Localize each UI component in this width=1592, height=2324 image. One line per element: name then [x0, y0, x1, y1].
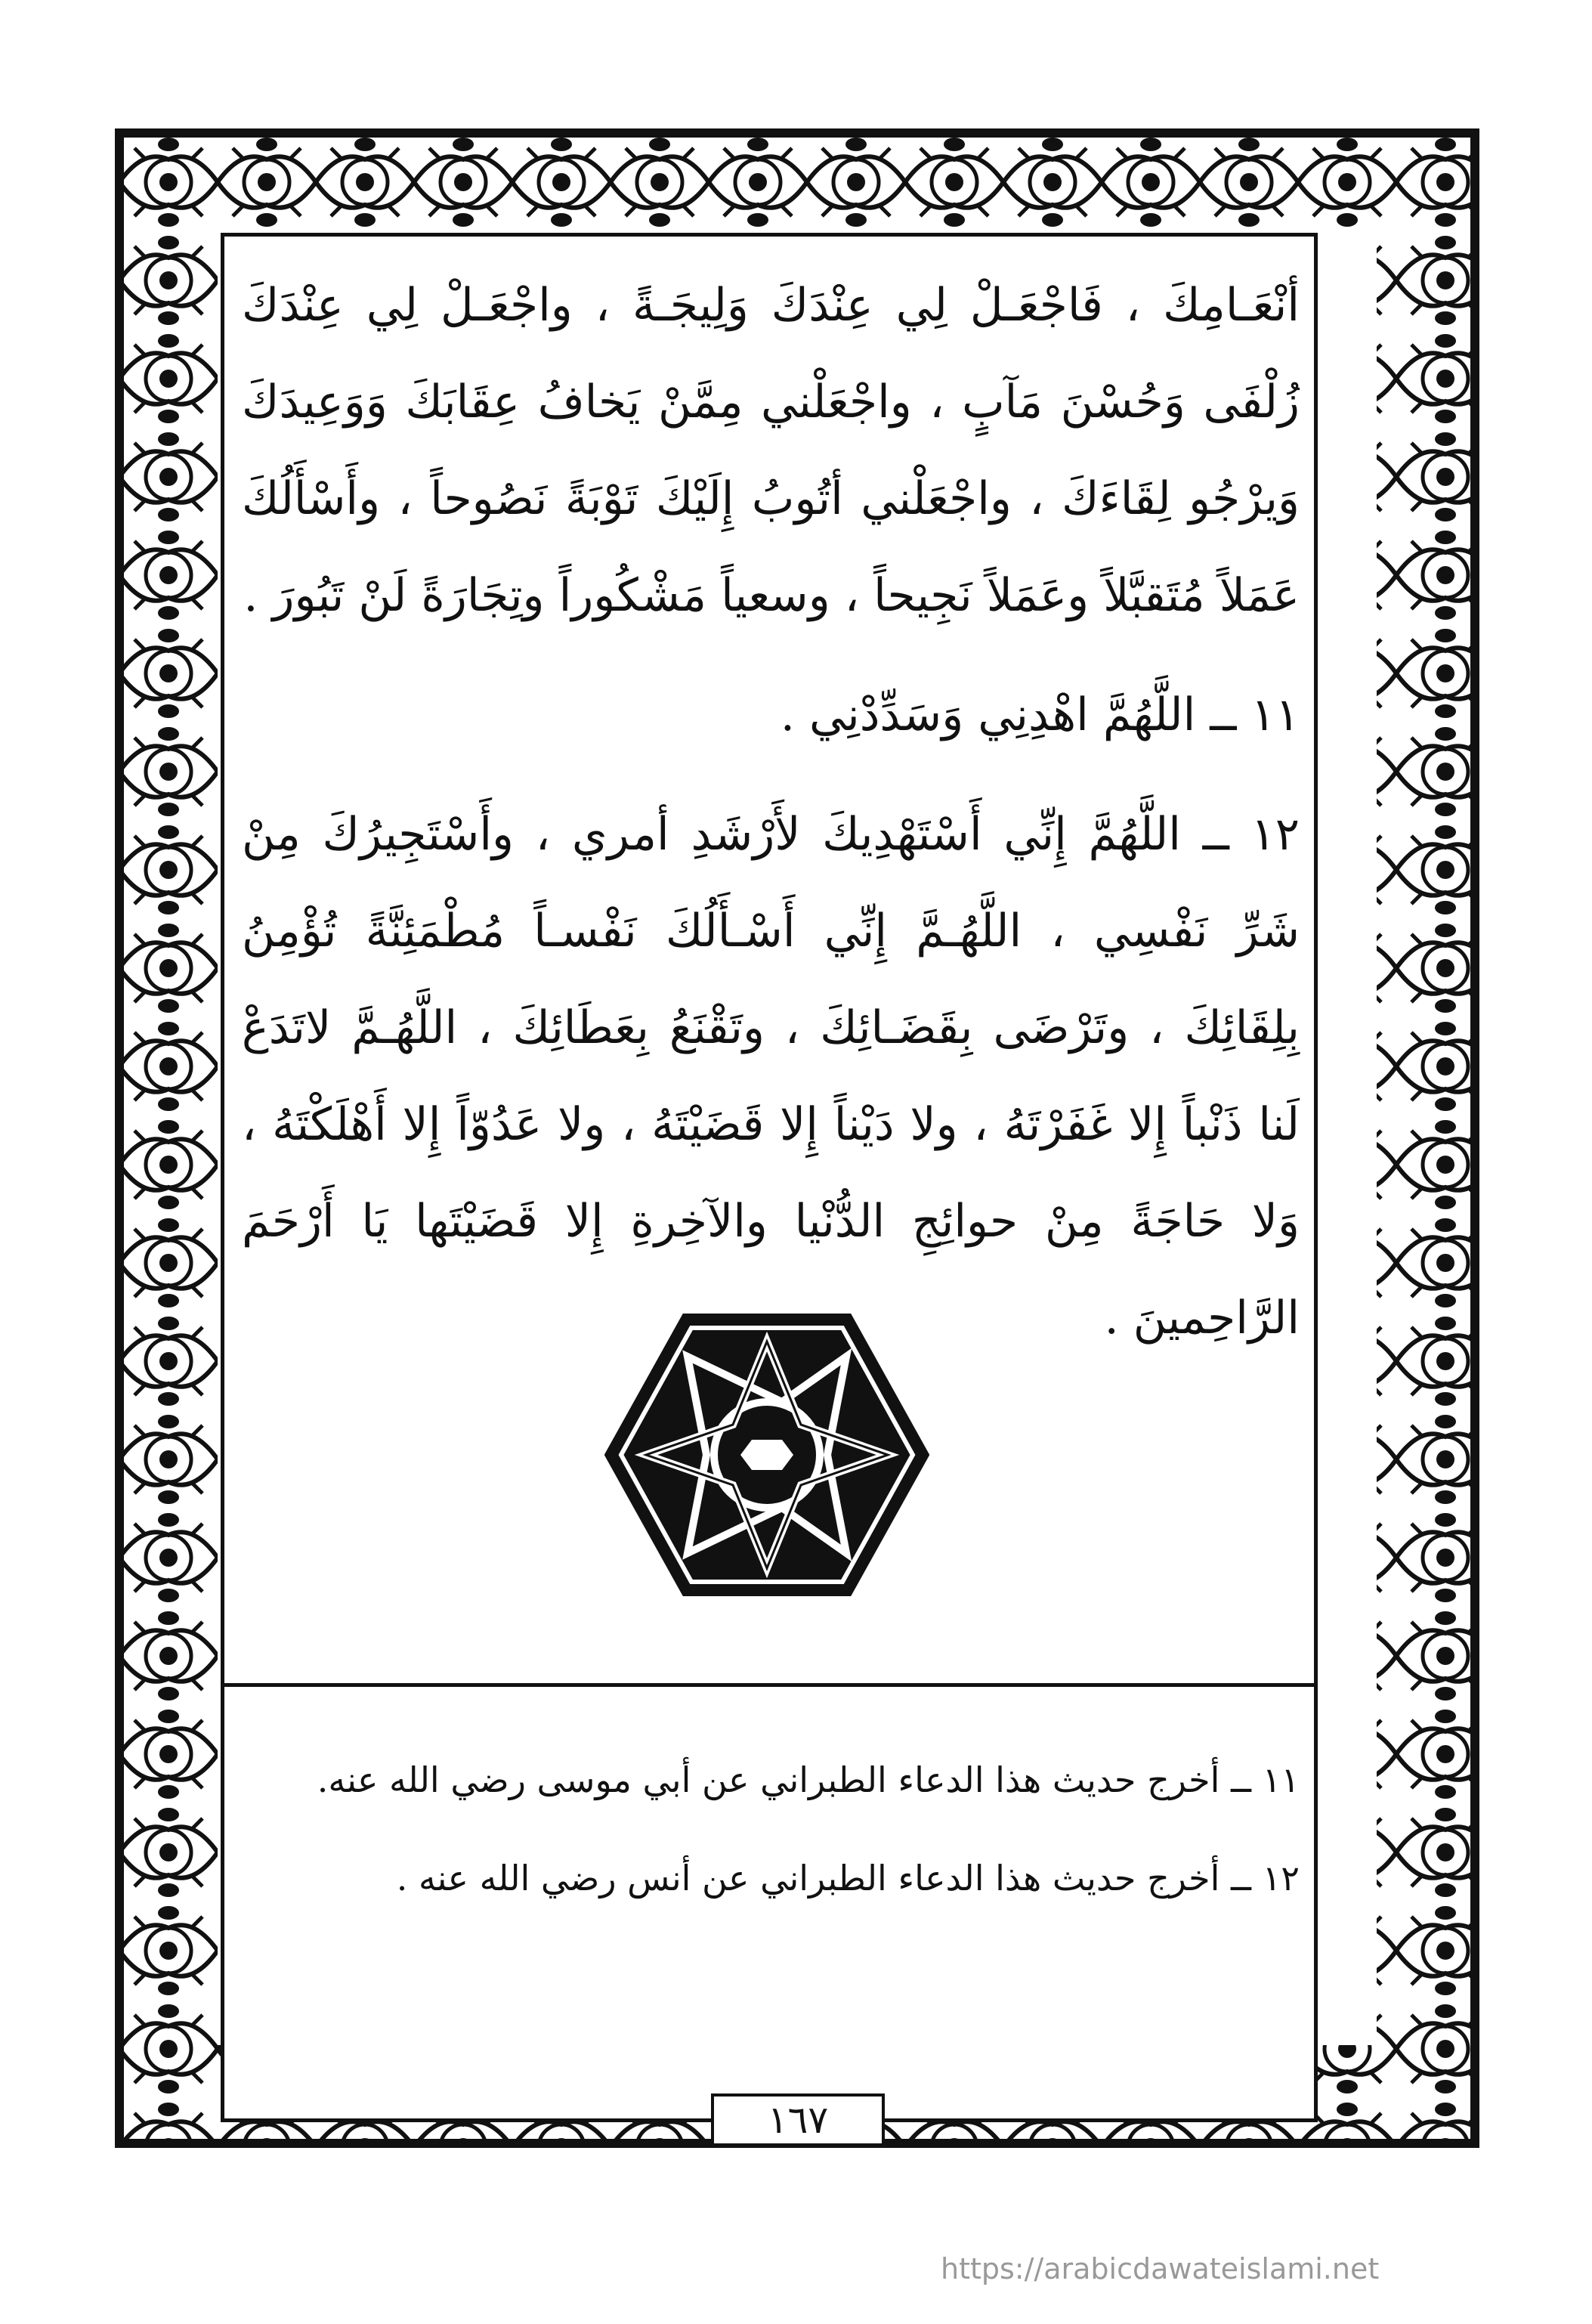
- geometric-star-medallion: [604, 1311, 929, 1598]
- page-number: ١٦٧: [711, 2093, 885, 2146]
- watermark-url: https://arabicdawateislami.net: [941, 2252, 1380, 2285]
- paragraph-11: ١١ ــ اللَّهُمَّ اهْدِنِي وَسَدِّدْنِي .: [780, 689, 1300, 741]
- main-text: [242, 257, 1300, 1389]
- footnote-divider: [221, 1683, 1318, 1687]
- footnote-12: ١٢ ــ أخرج حديث هذا الدعاء الطبراني عن أنس رضي الله عنه .: [396, 1858, 1300, 1899]
- footnotes: [242, 1738, 1300, 1935]
- footnote-11: ١١ ــ أخرج حديث هذا الدعاء الطبراني عن أبي موسى رضي الله عنه.: [317, 1759, 1300, 1800]
- paragraph-continuation: أنْعَـامِكَ ، فَاجْعَـلْ لِي عِنْدَكَ وَلِيجَـةً ، واجْعَـلْ لِي عِنْدَكَ زُلْفَى وَحُسْنَ مَآبٍ ، واجْعَلْني مِمَّنْ يَخافُ عِقَابَكَ وَوَعِيدَكَ وَيرْجُو لِقَاءَكَ ، واجْعَلْني أتُوبُ إِلَيْكَ تَوْبَةً نَصُوحاً ، وأَسْأَلُكَ عَمَلاً مُتَقبَّلاً وعَمَلاً نَجِيحاً ، وسعياً مَشْكُوراً وتِجَارَةً لَنْ تَبُورَ .: [242, 279, 1300, 622]
- paragraph-12: ١٢ ــ اللَّهُمَّ إِنِّي أَسْتَهْدِيكَ لأَرْشَدِ أمري ، وأَسْتَجِيرُكَ مِنْ شَرِّ نَفْسِي ، اللَّهُـمَّ إِنِّي أَسْـأَلُكَ نَفْسـاً مُطْمَئِنَّةً تُؤْمِنُ بِلِقَائِكَ ، وتَرْضَى بِقَضَـائِكَ ، وتَقْنَعُ بِعَطَائِكَ ، اللَّهُـمَّ لاتَدَعْ لَنا ذَنْباً إِلا غَفَرْتَهُ ، ولا دَيْناً إِلا قَضَيْتَهُ ، ولا عَدُوّاً إِلا أَهْلَكْتَهُ ، وَلا حَاجَةً مِنْ حوائِجِ الدُّنْيا والآخِرةِ إِلا قَضَيْتَها يَا أَرْحَمَ الرَّاحِمينَ .: [242, 808, 1300, 1345]
